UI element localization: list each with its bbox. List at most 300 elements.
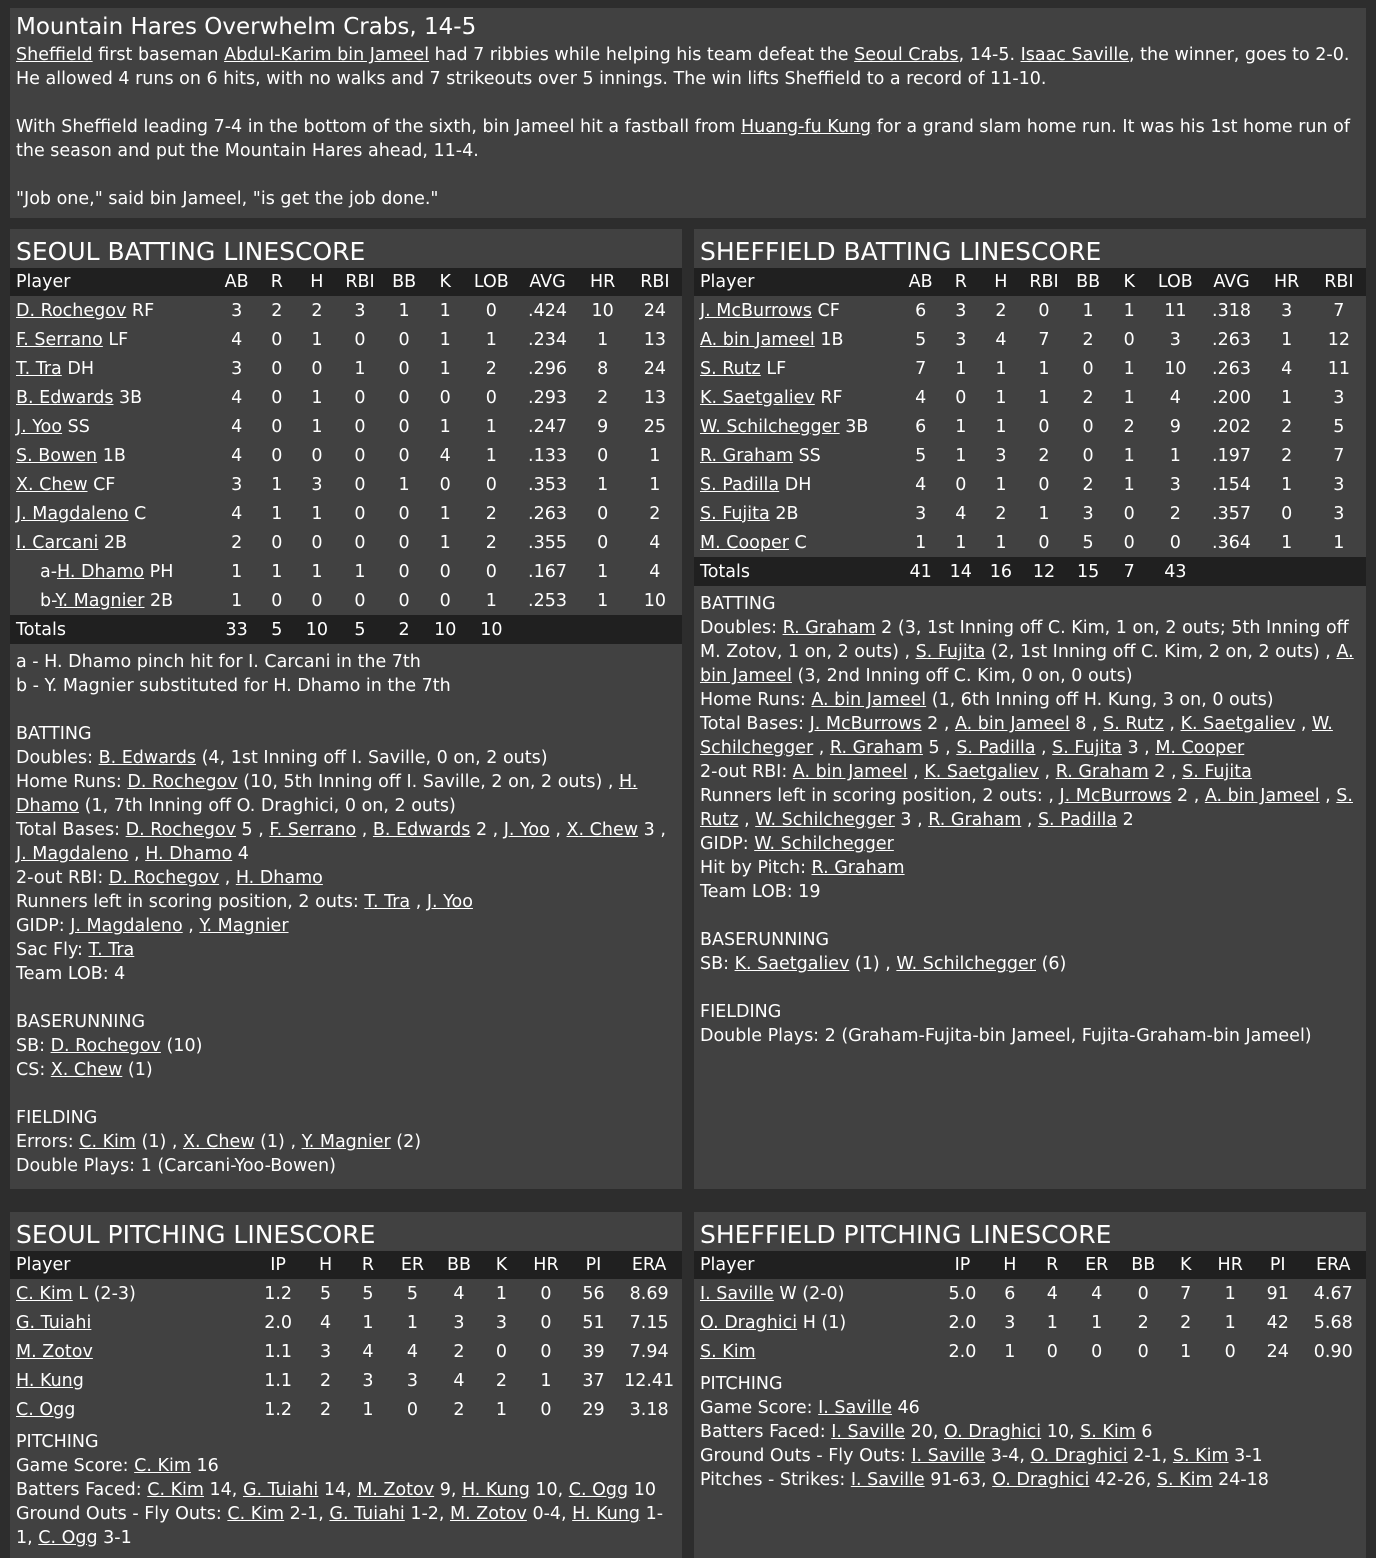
player-link[interactable]: J. Yoo — [426, 892, 473, 912]
note-line: b - Y. Magnier substituted for H. Dhamo in the 7th — [16, 676, 451, 696]
stat-cell: 1 — [540, 1370, 552, 1391]
stat-cell: 3 — [453, 1312, 465, 1333]
player-link[interactable]: D. Rochegov — [108, 868, 220, 888]
stat-cell: 42 — [1266, 1312, 1289, 1333]
stat-cell: 0 — [398, 358, 410, 379]
stat-cell: 2.0 — [948, 1341, 977, 1362]
column-header: H — [310, 272, 324, 292]
player-link[interactable]: C. Ogg — [568, 1480, 629, 1500]
totals-cell: 10 — [480, 619, 503, 640]
player-link[interactable]: A. bin Jameel — [811, 690, 927, 710]
player-link[interactable]: C. Kim — [79, 1132, 136, 1152]
stat-cell: 2 — [485, 532, 497, 553]
stat-cell: 2 — [1082, 474, 1094, 495]
stat-cell: 1 — [995, 532, 1007, 553]
column-header: BB — [1076, 272, 1101, 292]
player-link[interactable]: W. Schilchegger — [700, 416, 840, 437]
stat-cell: 0 — [311, 590, 323, 611]
stat-cell: 0 — [354, 532, 366, 553]
player-link[interactable]: S. Kim — [1172, 1446, 1229, 1466]
table-row — [10, 1395, 682, 1424]
player-link[interactable]: S. Padilla — [700, 474, 780, 495]
table-row — [10, 383, 682, 412]
stat-cell: 0 — [540, 1399, 552, 1420]
stat-cell: .234 — [528, 329, 567, 350]
table-row — [10, 557, 682, 586]
player-link[interactable]: R. Graham — [928, 810, 1022, 830]
stat-cell: 0 — [540, 1283, 552, 1304]
stat-cell: 7 — [915, 358, 927, 379]
stat-cell: 1.2 — [264, 1283, 293, 1304]
player-link[interactable]: I. Saville — [818, 1398, 892, 1418]
stat-cell: 2 — [311, 300, 323, 321]
pitcher-link[interactable]: G. Tuiahi — [16, 1312, 92, 1333]
recap-paragraph-1: Sheffield first baseman Abdul-Karim bin Jameel had 7 ribbies while helping his team defeat the Seoul Crabs, 14-5. Isaac Saville, the winner, goes to 2-0. He allowed 4 runs on 6 hits, with no walks and 7 strikeouts over 5 innings. The win lifts Sheffield to a record of 11-10. — [16, 45, 1350, 89]
stat-cell: 8 — [597, 358, 609, 379]
stat-cell: 1 — [1123, 387, 1135, 408]
player-link[interactable]: C. Kim — [134, 1456, 191, 1476]
player-link[interactable]: O. Draghici — [1030, 1446, 1128, 1466]
player-link[interactable]: W. Schilchegger — [754, 834, 894, 854]
pitcher-link[interactable]: O. Draghici — [700, 1312, 798, 1333]
player-link[interactable]: S. Rutz — [700, 358, 761, 379]
player-link[interactable]: C. Kim — [227, 1504, 285, 1524]
notes-heading: BATTING — [700, 594, 776, 614]
table-row — [10, 296, 682, 325]
stat-cell: 0 — [398, 387, 410, 408]
stat-cell: 4 — [955, 503, 967, 524]
stat-cell: 39 — [582, 1341, 605, 1362]
stat-cell: 1 — [597, 329, 609, 350]
player-link[interactable]: F. Serrano — [16, 329, 103, 350]
stat-cell: 0 — [271, 590, 283, 611]
story-link[interactable]: Abdul-Karim bin Jameel — [224, 45, 430, 65]
stat-cell: .167 — [528, 561, 567, 582]
player-link[interactable]: C. Kim — [147, 1480, 204, 1500]
stat-cell: 8.69 — [629, 1283, 669, 1304]
seoul-pitching-panel — [10, 1212, 682, 1558]
stat-cell: 24 — [643, 358, 667, 379]
player-cell: B. Edwards 3B — [16, 387, 143, 408]
stat-cell: .293 — [528, 387, 567, 408]
pitcher-link[interactable]: C. Ogg — [16, 1399, 76, 1420]
table-row — [694, 1308, 1366, 1337]
column-header: K — [1123, 272, 1135, 292]
player-cell: S. Fujita 2B — [700, 503, 799, 524]
note-line: a - H. Dhamo pinch hit for I. Carcani in the 7th — [16, 652, 421, 672]
stat-cell: 2 — [995, 503, 1007, 524]
stat-cell: 1 — [485, 445, 497, 466]
player-link[interactable]: A. bin Jameel — [700, 329, 815, 350]
player-link[interactable]: B. Edwards — [372, 820, 471, 840]
player-cell: X. Chew CF — [16, 474, 116, 495]
notes-heading: BASERUNNING — [700, 930, 830, 950]
player-link[interactable]: S. Fujita — [915, 642, 986, 662]
player-link[interactable]: M. Zotov — [357, 1480, 435, 1500]
stat-cell: 0 — [485, 474, 497, 495]
player-link[interactable]: S. Rutz — [1103, 714, 1164, 734]
notes-line: Sac Fly: T. Tra — [16, 940, 135, 960]
player-link[interactable]: H. Kung — [461, 1480, 530, 1500]
player-link[interactable]: A. bin Jameel — [792, 762, 908, 782]
stat-cell: 1 — [439, 532, 451, 553]
player-link[interactable]: D. Rochegov — [50, 1036, 161, 1056]
table-row — [694, 296, 1366, 325]
column-header: HR — [590, 272, 616, 292]
stat-cell: 0 — [439, 561, 451, 582]
table-row — [10, 1279, 682, 1308]
player-link[interactable]: X. Chew — [183, 1132, 255, 1152]
stat-cell: 0 — [354, 416, 366, 437]
stat-cell: 0 — [485, 561, 497, 582]
story-link[interactable]: Seoul Crabs — [854, 45, 959, 65]
stat-cell: 1 — [1038, 358, 1050, 379]
player-link[interactable]: R. Graham — [700, 445, 794, 466]
stat-cell: 1 — [955, 532, 967, 553]
player-link[interactable]: D. Rochegov — [16, 300, 127, 321]
substitution-notes — [16, 650, 676, 698]
column-header: AB — [224, 272, 249, 292]
seoul-batting-table — [10, 268, 682, 644]
notes-line: GIDP: J. Magdaleno , Y. Magnier — [16, 916, 289, 936]
column-header: HR — [1274, 272, 1300, 292]
stat-cell: 4 — [362, 1341, 374, 1362]
notes-line: Runners left in scoring position, 2 outs: T. Tra , J. Yoo — [16, 892, 473, 912]
stat-cell: 1 — [1281, 532, 1293, 553]
pitcher-cell — [10, 1337, 252, 1366]
player-link[interactable]: B. Edwards — [16, 387, 114, 408]
stat-cell: 3 — [231, 358, 243, 379]
notes-line: Home Runs: A. bin Jameel (1, 6th Inning off H. Kung, 3 on, 0 outs) — [700, 690, 1274, 710]
column-header: RBI — [1324, 272, 1354, 292]
table-row — [10, 412, 682, 441]
player-link[interactable]: I. Saville — [850, 1470, 925, 1490]
player-link[interactable]: J. Magdaleno — [70, 916, 183, 936]
stat-cell: 11 — [1327, 358, 1351, 379]
stat-cell: 6 — [915, 416, 927, 437]
stat-cell: 3 — [231, 300, 243, 321]
player-link[interactable]: S. Padilla — [1037, 810, 1118, 830]
player-link[interactable]: S. Kim — [1080, 1422, 1136, 1442]
player-link[interactable]: I. Saville — [831, 1422, 906, 1442]
player-link[interactable]: O. Draghici — [944, 1422, 1042, 1442]
pitcher-link[interactable]: S. Kim — [700, 1341, 756, 1362]
player-link[interactable]: H. Dhamo — [145, 844, 233, 864]
player-link[interactable]: T. Tra — [364, 892, 411, 912]
player-link[interactable]: X. Chew — [16, 474, 88, 495]
story-link[interactable]: Sheffield — [16, 45, 93, 65]
player-link[interactable]: J. McBurrows — [1059, 786, 1172, 806]
notes-heading: BATTING — [16, 724, 92, 744]
player-link[interactable]: F. Serrano — [269, 820, 357, 840]
stat-cell: 0 — [406, 1399, 419, 1420]
player-link[interactable]: Y. Magnier — [55, 590, 145, 611]
stat-cell: 1 — [955, 358, 967, 379]
stat-cell: 5 — [915, 329, 927, 350]
stat-cell: 1 — [1038, 387, 1050, 408]
player-link[interactable]: K. Saetgaliev — [924, 762, 1039, 782]
pitcher-link[interactable]: M. Zotov — [16, 1341, 93, 1362]
notes-line: Ground Outs - Fly Outs: I. Saville 3-4, O. Draghici 2-1, S. Kim 3-1 — [700, 1446, 1263, 1466]
recap-paragraph-2: With Sheffield leading 7-4 in the bottom of the sixth, bin Jameel hit a fastball from Huang-fu Kung for a grand slam home run. It was his 1st home run of the season and put the Mountain Hares ahead, 11-4. — [16, 117, 1351, 161]
notes-line: Hit by Pitch: R. Graham — [700, 858, 905, 878]
notes-heading: PITCHING — [700, 1374, 783, 1394]
player-link[interactable]: S. Bowen — [16, 445, 98, 466]
stat-cell: 4 — [1091, 1283, 1103, 1304]
totals-row — [694, 557, 1366, 586]
player-link[interactable]: Y. Magnier — [301, 1132, 391, 1152]
player-link[interactable]: S. Padilla — [956, 738, 1036, 758]
player-link[interactable]: W. Schilchegger — [755, 810, 895, 830]
stat-cell: 4.67 — [1313, 1283, 1353, 1304]
player-link[interactable]: W. Schilchegger — [700, 714, 1333, 758]
stat-cell: 2.0 — [948, 1312, 977, 1333]
story-link[interactable]: Isaac Saville — [1020, 45, 1130, 65]
notes-line: Total Bases: D. Rochegov 5 , F. Serrano , B. Edwards 2 , J. Yoo , X. Chew 3 , J. Magdaleno , H. Dhamo 4 — [16, 820, 666, 864]
stat-cell: 7 — [1180, 1283, 1192, 1304]
player-link[interactable]: M. Zotov — [450, 1504, 527, 1524]
column-header: IP — [270, 1255, 286, 1275]
stat-cell: 4 — [915, 387, 927, 408]
stat-cell: 5 — [320, 1283, 332, 1304]
player-link[interactable]: X. Chew — [566, 820, 639, 840]
stat-cell: 1 — [271, 561, 283, 582]
column-header: H — [994, 272, 1008, 292]
table-row — [10, 1366, 682, 1395]
stat-cell: 56 — [582, 1283, 605, 1304]
stat-cell: 4 — [649, 561, 661, 582]
notes-section — [16, 1010, 676, 1082]
totals-cell — [1262, 557, 1312, 586]
stat-cell: 2 — [1082, 387, 1094, 408]
stat-cell: 4 — [439, 445, 451, 466]
stat-cell: 3 — [354, 300, 366, 321]
stat-cell: 1 — [995, 416, 1007, 437]
stat-cell: 4 — [995, 329, 1007, 350]
stat-cell: .357 — [1212, 503, 1251, 524]
player-link[interactable]: W. Schilchegger — [896, 954, 1036, 974]
stat-cell: 2 — [320, 1399, 332, 1420]
totals-cell — [1312, 557, 1366, 586]
notes-line: 2-out RBI: A. bin Jameel , K. Saetgaliev , R. Graham 2 , S. Fujita — [700, 762, 1252, 782]
stat-cell: 0 — [354, 387, 366, 408]
stat-cell: 1 — [1224, 1283, 1236, 1304]
headline: Mountain Hares Overwhelm Crabs, 14-5 — [16, 14, 477, 40]
stat-cell: 3 — [915, 503, 927, 524]
table-row — [10, 354, 682, 383]
stat-cell: 5 — [1333, 416, 1345, 437]
stat-cell: 1 — [495, 1283, 508, 1304]
stat-cell: 2 — [453, 1341, 465, 1362]
pitcher-cell: C. Kim L (2-3) — [16, 1283, 136, 1304]
player-link[interactable]: S. Fujita — [1182, 762, 1252, 782]
game-summary — [10, 8, 1366, 218]
seoul-batting-title: SEOUL BATTING LINESCORE — [16, 237, 366, 266]
totals-cell: 33 — [225, 619, 248, 640]
player-link[interactable]: X. Chew — [50, 1060, 123, 1080]
seoul-batting-panel — [10, 229, 682, 1189]
player-link[interactable]: J. Magdaleno — [16, 503, 129, 524]
notes-line: Pitches - Strikes: I. Saville 91-63, O. Draghici 42-26, S. Kim 24-18 — [700, 1470, 1269, 1490]
stat-cell: 1 — [1123, 445, 1135, 466]
player-link[interactable]: T. Tra — [88, 940, 135, 960]
player-link[interactable]: T. Tra — [16, 358, 62, 379]
player-link[interactable]: S. Rutz — [700, 786, 1353, 830]
stat-cell: 3 — [320, 1341, 332, 1362]
table-row — [694, 470, 1366, 499]
column-header: H — [319, 1255, 333, 1275]
stat-cell: 1 — [311, 387, 323, 408]
table-row — [10, 1308, 682, 1337]
story-link[interactable]: Huang-fu Kung — [740, 117, 872, 137]
pitcher-cell — [10, 1366, 252, 1395]
stat-cell: 0 — [1082, 416, 1094, 437]
player-link[interactable]: S. Fujita — [1052, 738, 1122, 758]
notes-line: GIDP: W. Schilchegger — [700, 834, 894, 854]
player-link[interactable]: K. Saetgaliev — [1180, 714, 1296, 734]
stat-cell: 0 — [485, 300, 497, 321]
column-header: ERA — [1315, 1255, 1351, 1275]
pitcher-link[interactable]: H. Kung — [16, 1370, 84, 1391]
player-link[interactable]: J. McBurrows — [700, 300, 812, 321]
stat-cell: 4 — [320, 1312, 332, 1333]
stat-cell: 7.15 — [629, 1312, 669, 1333]
column-header: AVG — [1213, 272, 1250, 292]
stat-cell: .364 — [1212, 532, 1251, 553]
stat-cell: 4 — [1046, 1283, 1058, 1304]
player-link[interactable]: B. Edwards — [98, 748, 197, 768]
totals-cell: 43 — [1164, 561, 1187, 582]
stat-cell: 4 — [406, 1341, 419, 1362]
column-header: R — [270, 272, 283, 292]
notes-section — [700, 928, 1360, 976]
stat-cell: 1 — [1224, 1312, 1236, 1333]
notes-line: Ground Outs - Fly Outs: C. Kim 2-1, G. Tuiahi 1-2, M. Zotov 0-4, H. Kung 1-1, C. Ogg 3-1 — [16, 1504, 664, 1548]
player-link[interactable]: H. Dhamo — [235, 868, 323, 888]
notes-line: 2-out RBI: D. Rochegov , H. Dhamo — [16, 868, 323, 888]
player-link[interactable]: R. Graham — [811, 858, 905, 878]
player-link[interactable]: H. Dhamo — [57, 561, 145, 582]
stat-cell: 0 — [398, 329, 410, 350]
player-link[interactable]: R. Graham — [1055, 762, 1149, 782]
stat-cell: 0.90 — [1313, 1341, 1353, 1362]
player-link[interactable]: O. Draghici — [992, 1470, 1090, 1490]
player-link[interactable]: S. Kim — [1156, 1470, 1213, 1490]
table-row — [10, 499, 682, 528]
player-link[interactable]: A. bin Jameel — [700, 642, 1354, 686]
stat-cell: 1 — [311, 503, 323, 524]
stat-cell: 2 — [1281, 416, 1293, 437]
stat-cell: 2 — [1038, 445, 1050, 466]
stat-cell: 7 — [1038, 329, 1050, 350]
notes-line: Double Plays: 1 (Carcani-Yoo-Bowen) — [16, 1156, 336, 1176]
player-cell: R. Graham SS — [700, 445, 821, 466]
table-row — [694, 412, 1366, 441]
stat-cell: 0 — [1038, 532, 1050, 553]
column-header: R — [361, 1255, 375, 1275]
stat-cell: 1.1 — [264, 1370, 293, 1391]
notes-line: Batters Faced: C. Kim 14, G. Tuiahi 14, M. Zotov 9, H. Kung 10, C. Ogg 10 — [16, 1480, 656, 1500]
player-link[interactable]: J. Yoo — [503, 820, 550, 840]
stat-cell: 1 — [1281, 329, 1293, 350]
player-link[interactable]: I. Carcani — [16, 532, 99, 553]
player-link[interactable]: D. Rochegov — [125, 820, 236, 840]
table-row — [10, 1337, 682, 1366]
totals-cell: 10 — [434, 619, 457, 640]
pitcher-link[interactable]: C. Kim — [16, 1283, 73, 1304]
player-link[interactable]: R. Graham — [829, 738, 923, 758]
player-link[interactable]: J. Yoo — [16, 416, 63, 437]
table-row — [10, 470, 682, 499]
stat-cell: 9 — [1169, 416, 1181, 437]
totals-cell — [517, 615, 577, 644]
player-link[interactable]: R. Graham — [782, 618, 876, 638]
player-link[interactable]: I. Saville — [911, 1446, 986, 1466]
column-header: AVG — [529, 272, 566, 292]
player-link[interactable]: J. McBurrows — [809, 714, 922, 734]
stat-cell: 0 — [1123, 503, 1135, 524]
stat-cell: 1 — [439, 503, 451, 524]
stat-cell: 2 — [271, 300, 283, 321]
stat-cell: .296 — [528, 358, 567, 379]
totals-cell: 12 — [1032, 561, 1056, 582]
notes-line: Doubles: B. Edwards (4, 1st Inning off I. Saville, 0 on, 2 outs) — [16, 748, 548, 768]
player-link[interactable]: G. Tuiahi — [329, 1504, 405, 1524]
stat-cell: 5 — [1082, 532, 1094, 553]
stat-cell: 0 — [398, 416, 410, 437]
notes-heading: BASERUNNING — [16, 1012, 146, 1032]
stat-cell: 4 — [231, 503, 243, 524]
stat-cell: 0 — [1091, 1341, 1103, 1362]
stat-cell: 1 — [311, 561, 323, 582]
pitcher-link[interactable]: I. Saville — [700, 1283, 774, 1304]
stat-cell: 1 — [439, 329, 451, 350]
player-link[interactable]: G. Tuiahi — [242, 1480, 319, 1500]
totals-cell: 41 — [909, 561, 932, 582]
player-link[interactable]: S. Fujita — [700, 503, 770, 524]
totals-cell: 5 — [271, 619, 283, 640]
stat-cell: 2 — [485, 358, 497, 379]
player-link[interactable]: H. Kung — [572, 1504, 641, 1524]
player-link[interactable]: D. Rochegov — [127, 772, 238, 792]
player-link[interactable]: M. Cooper — [700, 532, 789, 553]
player-link[interactable]: K. Saetgaliev — [734, 954, 850, 974]
player-link[interactable]: H. Dhamo — [16, 772, 638, 816]
stat-cell: 10 — [1164, 358, 1187, 379]
player-link[interactable]: Y. Magnier — [199, 916, 289, 936]
column-header: Player — [700, 272, 755, 292]
totals-cell: 2 — [398, 619, 410, 640]
player-link[interactable]: M. Cooper — [1155, 738, 1245, 758]
notes-line: Batters Faced: I. Saville 20, O. Draghici 10, S. Kim 6 — [700, 1422, 1153, 1442]
stat-cell: 1 — [1046, 1312, 1058, 1333]
player-link[interactable]: K. Saetgaliev — [700, 387, 815, 408]
stat-cell: 1 — [231, 561, 243, 582]
player-link[interactable]: A. bin Jameel — [1204, 786, 1320, 806]
stat-cell: 5 — [362, 1283, 374, 1304]
column-header: RBI — [640, 272, 670, 292]
player-link[interactable]: A. bin Jameel — [954, 714, 1070, 734]
stat-cell: 1 — [1123, 358, 1135, 379]
player-link[interactable]: J. Magdaleno — [16, 844, 129, 864]
stat-cell: 1.2 — [264, 1399, 293, 1420]
notes-section — [16, 722, 676, 986]
totals-cell — [1201, 557, 1261, 586]
column-header: LOB — [1157, 272, 1193, 292]
stat-cell: 0 — [398, 503, 410, 524]
stat-cell: 4 — [1281, 358, 1293, 379]
player-link[interactable]: C. Ogg — [38, 1528, 98, 1548]
